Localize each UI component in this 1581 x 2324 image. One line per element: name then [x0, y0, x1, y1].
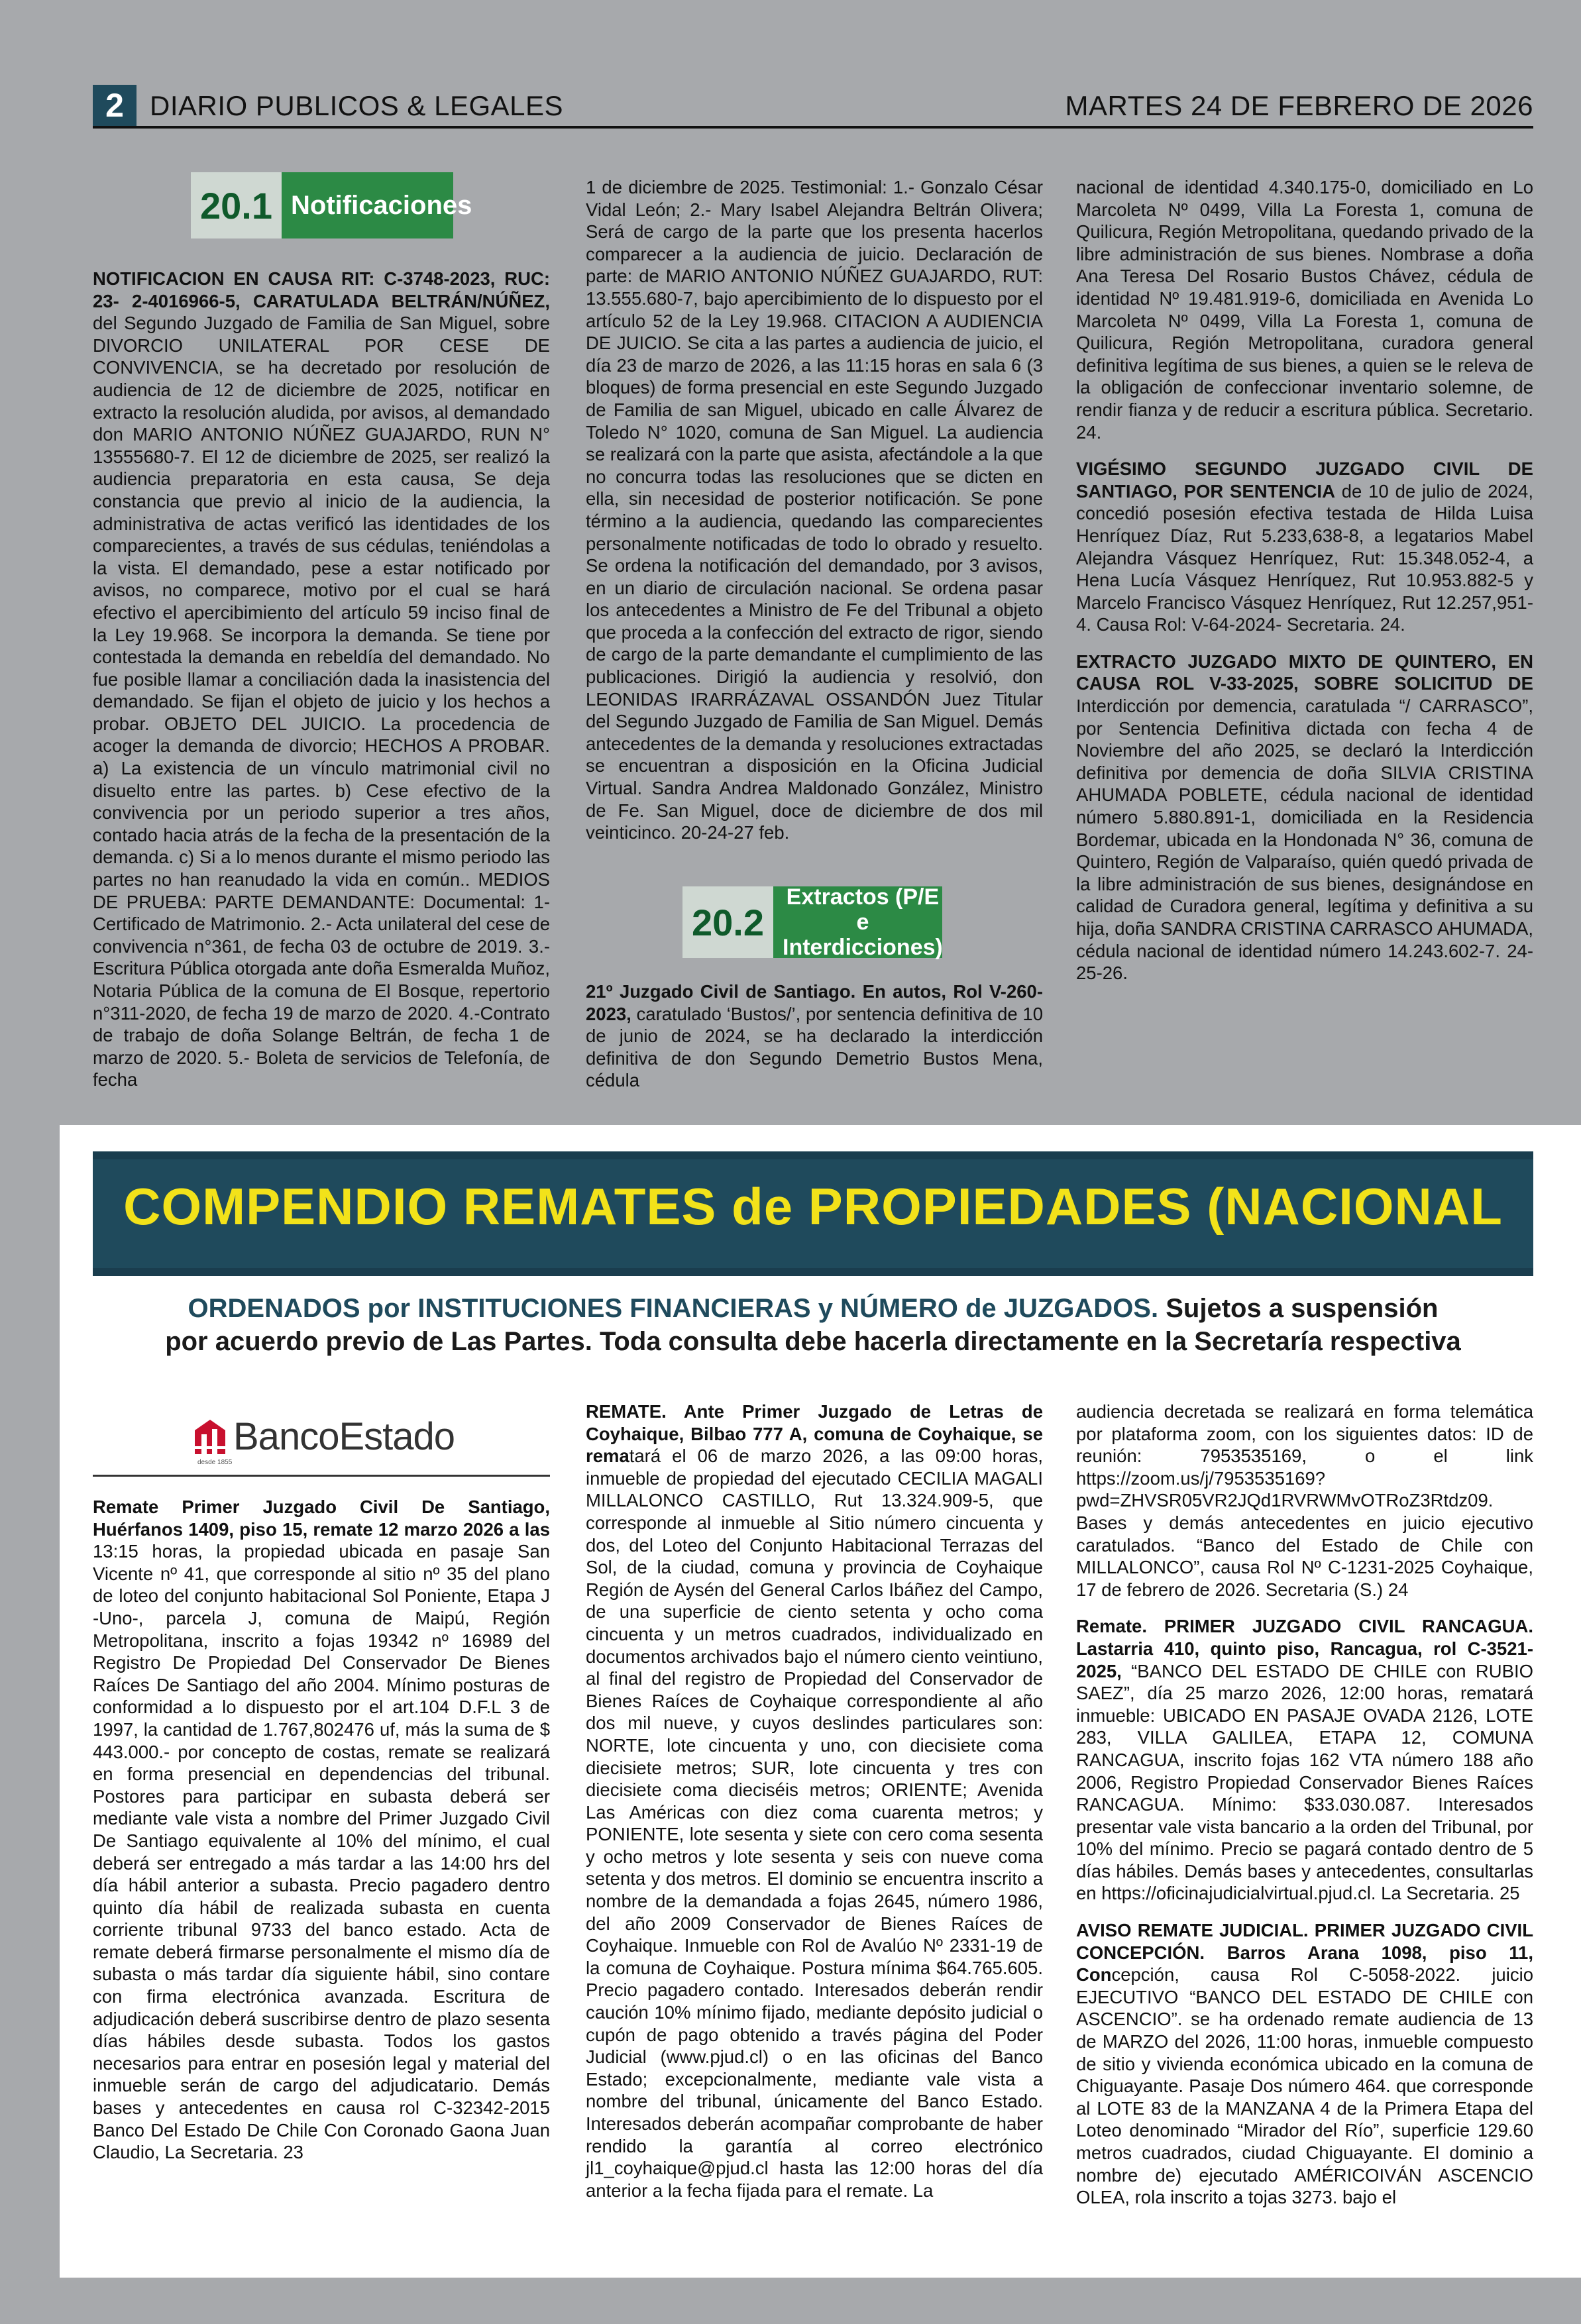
section-heading-notificaciones [191, 172, 472, 238]
banner-subtitle-line-1 [93, 1292, 1533, 1325]
bancoestado-logo [192, 1414, 455, 1466]
auction-santiago [93, 1496, 550, 2164]
auction-rancagua [1076, 1615, 1533, 1905]
banner-title: COMPENDIO REMATES de PROPIEDADES (NACIONAL [123, 1177, 1503, 1236]
bancoestado-logo-icon [192, 1416, 228, 1457]
auction-body: cepción, causa Rol C-5058-2022. juicio EJECUTIVO “BANCO DEL ESTADO DE CHILE con ASCENCIO”. se ha ordenado remate audiencia de 13 de MARZO del 2026, 11:00 horas, inmueble compuesto de sitio y vivienda económica ubicado en la comuna de Chiguayante. Pasaje Dos número 464. que corresponde al LOTE 83 de la MANZANA 4 de la Primera Etapa del Loteo denominado “Mirador del Río”, superficie 129.60 metros cuadrados, ciudad Chiguayante. El dominio a nombre de) ejecutado AMÉRICOIVÁN ASCENCIO OLEA, rola inscrito a tojas 3273. bajo el [1076, 1964, 1533, 2208]
column-2 [586, 176, 1043, 859]
auctions-banner [93, 1151, 1533, 1276]
auction-heading: Remate Primer Juzgado Civil De Santiago, Huérfanos 1409, piso 15, remate 12 marzo 2026 a las [93, 1497, 550, 1540]
section-heading-extractos [682, 886, 942, 958]
notice-body: caratulado ‘Bustos/’, por sentencia definitiva de 10 de junio de 2024, se ha declarado la interdicción definitiva de don Segundo Demetrio Bustos Mena, cédula [586, 1003, 1043, 1091]
column-6 [1076, 1400, 1533, 2223]
notice-heading: 21º Juzgado Civil de Santiago. En autos, Rol V-260-2023, [586, 981, 1043, 1024]
logo-tagline: desde 1855 [197, 1459, 233, 1466]
column-5 [586, 1400, 1043, 2216]
banner-subtitle [93, 1292, 1533, 1358]
section-number: 20.2 [682, 886, 773, 958]
column-3 [1076, 176, 1533, 999]
auction-concepcion [1076, 1919, 1533, 2209]
page-header [93, 85, 1533, 129]
logo-divider [93, 1475, 550, 1477]
column-4 [93, 1496, 550, 2178]
notice-divorcio [93, 268, 550, 1091]
notice-body: Interdicción por demencia, caratulada “/ CARRASCO”, por Sentencia Definitiva dictada con fecha 4 de Noviembre del año 2025, se declaró la Interdicción definitiva por demencia de doña SILVIA CRISTINA AHUMADA POBLETE, cédula nacional de identidad número 5.880.891-1, domiciliada en la Residencia Bordemar, ubicada en la Hondonada N° 36, comuna de Quintero, Región de Valparaíso, quién quedó privada de la libre administración de sus bienes, designándose en calidad de Curadora general, legítima y definitiva a su hija, doña SANDRA CRISTINA CARRASCO AHUMADA, cédula nacional de identidad número 14.243.602-7. 24-25-26. [1076, 696, 1533, 984]
notice-interdiccion-quintero [1076, 651, 1533, 984]
section-number: 20.1 [191, 172, 282, 238]
page-number: 2 [93, 85, 136, 126]
publication-date: MARTES 24 DE FEBRERO DE 2026 [1065, 90, 1533, 121]
section-title-line-2: e Interdicciones) [783, 910, 943, 960]
auction-heading: Remate. PRIMER JUZGADO CIVIL RANCAGUA. Lastarria 410, quinto piso, Rancagua, rol C-3521-2025, [1076, 1616, 1533, 1681]
auction-coyhaique [586, 1400, 1043, 2201]
section-title-line-1: Extractos (P/E [786, 884, 940, 910]
column-1 [93, 268, 550, 1106]
column-2-extractos [586, 980, 1043, 1106]
notice-posesion-efectiva [1076, 458, 1533, 636]
auction-coyhaique-continued: audiencia decretada se realizará en forma telemática por plataforma zoom, con los siguientes datos: ID de reunión: 7953535169, o el link https://zoom.us/j/7953535169?pwd=ZHVSR05VR2JQd1RVRWMvOTRoZ3Rtdz09. Bases y demás antecedentes en juicio ejecutivo caratulados. “Banco del Estado de Chile con MILLALONCO”, causa Rol Nº C-1231-2025 Coyhaique, 17 de febrero de 2026. Secretaria (S.) 24 [1076, 1401, 1533, 1600]
auction-heading: AVISO REMATE JUDICIAL. PRIMER JUZGADO CIVIL CONCEPCIÓN. Barros Arana 1098, piso 11, Con [1076, 1920, 1533, 1985]
notice-interdiccion-bustos [586, 980, 1043, 1092]
auction-body: 13:15 horas, la propiedad ubicada en pasaje San Vicente nº 41, que corresponde al sitio nº 35 del plano de loteo del conjunto habitacional Sol Poniente, Etapa J -Uno-, parcela J, comuna de Maipú, Región Metropolitana, inscrito a fojas 19342 nº 16989 del Registro De Propiedad Del Conservador De Bienes Raíces De Santiago del año 2004. Mínimo posturas de conformidad a lo dispuesto por el art.104 D.F.L 3 de 1997, la cantidad de 1.767,802476 uf, más la suma de $ 443.000.- por concepto de costas, remate se realizará en forma presencial en dependencias del tribunal. Postores para participar en subasta deberá ser mediante vale vista a nombre del Primer Juzgado Civil De Santiago equivalente al 10% del mínimo, el cual deberá ser entregado a más tardar a las 14:00 hrs del día hábil anterior a subasta. Precio pagadero dentro quinto día hábil de realizada subasta en cuenta corriente tribunal 9733 del banco estado. Acta de remate deberá firmarse personalmente el mismo día de subasta o más tardar día siguiente hábil, sino contare con firma electrónica avanzada. Escritura de adjudicación deberá suscribirse dentro de plazo sesenta días hábiles desde subasta. Todos los gastos necesarios para entrar en posesión legal y material del inmueble serán de cargo del adjudicatario. Demás bases y antecedentes en causa rol C-32342-2015 Banco Del Estado De Chile Con Coronado Gaona Juan Claudio, La Secretaria. 23 [93, 1541, 550, 2163]
publication-name: DIARIO PUBLICOS & LEGALES [150, 90, 564, 121]
notice-body: del Segundo Juzgado de Familia de San Miguel, sobre DIVORCIO UNILATERAL POR CESE DE CONVIVENCIA, se ha decretado por resolución de audiencia de 12 de diciembre de 2025, notificar en extracto la resolución aludida, por avisos, al demandado don MARIO ANTONIO NÚÑEZ GUAJARDO, RUN N° 13555680-7. El 12 de diciembre de 2025, ser realizó la audiencia preparatoria en esta causa, Se deja constancia que previo al inicio de la audiencia, la administrativa de actas verificó las identidades de los comparecientes, a través de sus cédulas, teniéndolas a la vista. El demandado, pese a estar notificado por avisos, no comparece, motivo por el cual se hará efectivo el apercibimiento del artículo 59 inciso final de la Ley 19.968. Se incorpora la demanda. Se tiene por contestada la demanda en rebeldía del demandado. No fue posible llamar a conciliación dada la inasistencia del demandado. Se fijan el objeto de juicio y los hechos a probar. OBJETO DEL JUICIO. La procedencia de acoger la demanda de divorcio; HECHOS A PROBAR. a) La existencia de un vínculo matrimonial civil no disuelto entre las partes. b) Cese efectivo de la convivencia por un periodo superior a tres años, contado hacia atrás de la fecha de la presentación de la demanda. c) Si a lo menos durante el mismo periodo las partes no han reanudado la vida en común.. MEDIOS DE PRUEBA: PARTE DEMANDANTE: Documental: 1- Certificado de Matrimonio. 2.- Acta unilateral del cese de convivencia n°361, de fecha 03 de octubre de 2019. 3.-Escritura Pública otorgada ante doña Esmeralda Muñoz, Notaria Pública de la comuna de El Bosque, repertorio n°311-2020, de fecha 19 de marzo de 2020. 4.-Contrato de trabajo de doña Solange Beltrán, de fecha 1 de marzo de 2020. 5.- Boleta de servicios de Telefonía, de fecha [93, 313, 550, 1090]
banner-subtitle-bold: ORDENADOS por INSTITUCIONES FINANCIERAS y NÚMERO de JUZGADOS. [188, 1294, 1159, 1323]
notice-heading: NOTIFICACION EN CAUSA RIT: C-3748-2023, RUC: 23- 2-4016966-5, CARATULADA BELTRÁN/NÚÑEZ, [93, 268, 550, 311]
notice-body: de 10 de julio de 2024, concedió posesión efectiva testada de Hilda Luisa Henríquez Díaz, Rut 5.233,638-8, a legatarios Mabel Alejandra Vásquez Henríquez, Rut: 15.348.052-4, a Hena Lucía Vásquez Henríquez, Rut 10.953.882-5 y Marcelo Francisco Vásquez Henríquez, Rut 12.257,951-4. Causa Rol: V-64-2024- Secretaria. 24. [1076, 480, 1533, 635]
notice-divorcio-continued: 1 de diciembre de 2025. Testimonial: 1.- Gonzalo César Vidal León; 2.- Mary Isabel Alejandra Beltrán Olivera; Será de cargo de la parte que los presenta hacerlos comparecer a la audiencia de juicio. Declaración de parte: de MARIO ANTONIO NÚÑEZ GUAJARDO, RUT: 13.555.680-7, bajo apercibimiento de lo dispuesto por el artículo 52 de la Ley 19.968. CITACION A AUDIENCIA DE JUICIO. Se cita a las partes a audiencia de juicio, el día 23 de marzo de 2026, a las 11:15 horas en sala 6 (3 bloques) de forma presencial en este Segundo Juzgado de Familia de san Miguel, ubicado en calle Álvarez de Toledo N° 1020, comuna de San Miguel. La audiencia se realizará con la parte que asista, afectándole a la que no concurra todas las resoluciones que se dicten en ella, sin necesidad de posterior notificación. Se pone término a la audiencia, quedando las comparecientes personalmente notificadas de todo lo obrado y resuelto. Se ordena la notificación del demandado, por 3 avisos, en un diario de circulación nacional. Se ordena pasar los antecedentes a Ministro de Fe del Tribunal a objeto que proceda a la confección del extracto de rigor, siendo de cargo de la parte demandante el cumplimiento de las publicaciones. Dirigió la audiencia y resolvió, don LEONIDAS IRARRÁZAVAL OSSANDÓN Juez Titular del Segundo Juzgado de Familia de San Miguel. Demás antecedentes de la demanda y resoluciones extractadas se encuentran a disposición en la Oficina Judicial Virtual. Sandra Andrea Maldonado González, Ministro de Fe. San Miguel, doce de diciembre de dos mil veinticinco. 20-24-27 feb. [586, 177, 1043, 843]
notice-interdiccion-bustos-continued: nacional de identidad 4.340.175-0, domiciliado en Lo Marcoleta Nº 0499, Villa La Foresta 1, comuna de Quilicura, Región Metropolitana, quedando privado de la libre administración de sus bienes. Nombrase a doña Ana Teresa Del Rosario Bustos Chávez, cédula de identidad Nº 19.481.919-6, domiciliada en Avenida Lo Marcoleta Nº 0499, Villa La Foresta 1, comuna de Quilicura, Región Metropolitana, curadora general definitiva legítima de sus bienes, a quien se le releva de la obligación de confeccionar inventario solemne, de rendir fianza y de reducir a escritura pública. Secretario. 24. [1076, 177, 1533, 443]
notice-heading: EXTRACTO JUZGADO MIXTO DE QUINTERO, EN CAUSA ROL V-33-2025, SOBRE SOLICITUD DE [1076, 651, 1533, 694]
auction-body: tará el 06 de marzo 2026, a las 09:00 horas, inmueble de propiedad del ejecutado CECILIA MAGALI MILLALONCO CASTILLO, Rut 13.324.909-5, que corresponde al inmueble al Sitio número cincuenta y dos, del Loteo del Conjunto Habitacional Terrazas del Sol, de la ciudad, comuna y provincia de Coyhaique Región de Aysén del General Carlos Ibáñez del Campo, de una superficie de ciento setenta y ocho coma cincuenta y un metros cuadrados, individualizado en documentos archivados bajo el número ciento veintiuno, al final del registro de Propiedad del Conservador de Bienes Raíces de Coyhaique correspondiente al año dos mil nueve, y cuyos deslindes particulares son: NORTE, lote cincuenta y uno, con diecisiete coma diecisiete metros; SUR, lote cincuenta y tres con diecisiete coma dieciséis metros; ORIENTE; Avenida Las Américas con diez coma cuarenta metros; y PONIENTE, lote sesenta y siete con cero coma sesenta y ocho metros y lote sesenta y seis con nueve coma setenta y dos metros. El dominio se encuentra inscrito a nombre de la demandada a fojas 2645, número 1986, del año 2009 Conservador de Bienes Raíces de Coyhaique. Inmueble con Rol de Avalúo Nº 2331-19 de la comuna de Coyhaique. Postura mínima $64.765.605. Precio pagadero contado. Interesados deberán rendir caución 10% mínimo fijado, mediante depósito judicial o cupón de pago obtenido a través página del Poder Judicial (www.pjud.cl) o en las oficinas del Banco Estado; excepcionalmente, mediante vale vista a nombre del tribunal, únicamente del Banco Estado. Interesados deberán acompañar comprobante de haber rendido la garantía al correo electrónico jl1_coyhaique@pjud.cl hasta las 12:00 horas del día anterior a la fecha fijada para el remate. La [586, 1446, 1043, 2201]
banner-subtitle-rest: Sujetos a suspensión [1158, 1294, 1439, 1323]
auction-body: “BANCO DEL ESTADO DE CHILE con RUBIO SAEZ”, día 25 marzo 2026, 12:00 horas, rematará inmueble: UBICADO EN PASAJE OVADA 2126, LOTE 283, VILLA GALILEA, ETAPA 12, COMUNA RANCAGUA, inscrito fojas 162 VTA número 188 año 2006, Registro Propiedad Conservador Bienes Raíces RANCAGUA. Mínimo: $33.030.087. Interesados presentar vale vista bancario a la orden del Tribunal, por 10% del mínimo. Precio se pagará contado dentro de 5 días hábiles. Demás bases y antecedentes, consultarlas en https://oficinajudicialvirtual.pjud.cl. La Secretaria. 25 [1076, 1660, 1533, 1904]
section-title [773, 884, 952, 960]
section-title: Notificaciones [291, 191, 472, 220]
logo-text: BancoEstado [233, 1414, 455, 1458]
auction-heading: REMATE. Ante Primer Juzgado de Letras de Coyhaique, Bilbao 777 A, comuna de Coyhaique, se rema [586, 1401, 1043, 1467]
banner-subtitle-line-2: por acuerdo previo de Las Partes. Toda consulta debe hacerla directamente en la Secretaría respectiva [165, 1327, 1461, 1356]
notice-heading: VIGÉSIMO SEGUNDO JUZGADO CIVIL DE SANTIAGO, POR SENTENCIA [1076, 458, 1533, 502]
